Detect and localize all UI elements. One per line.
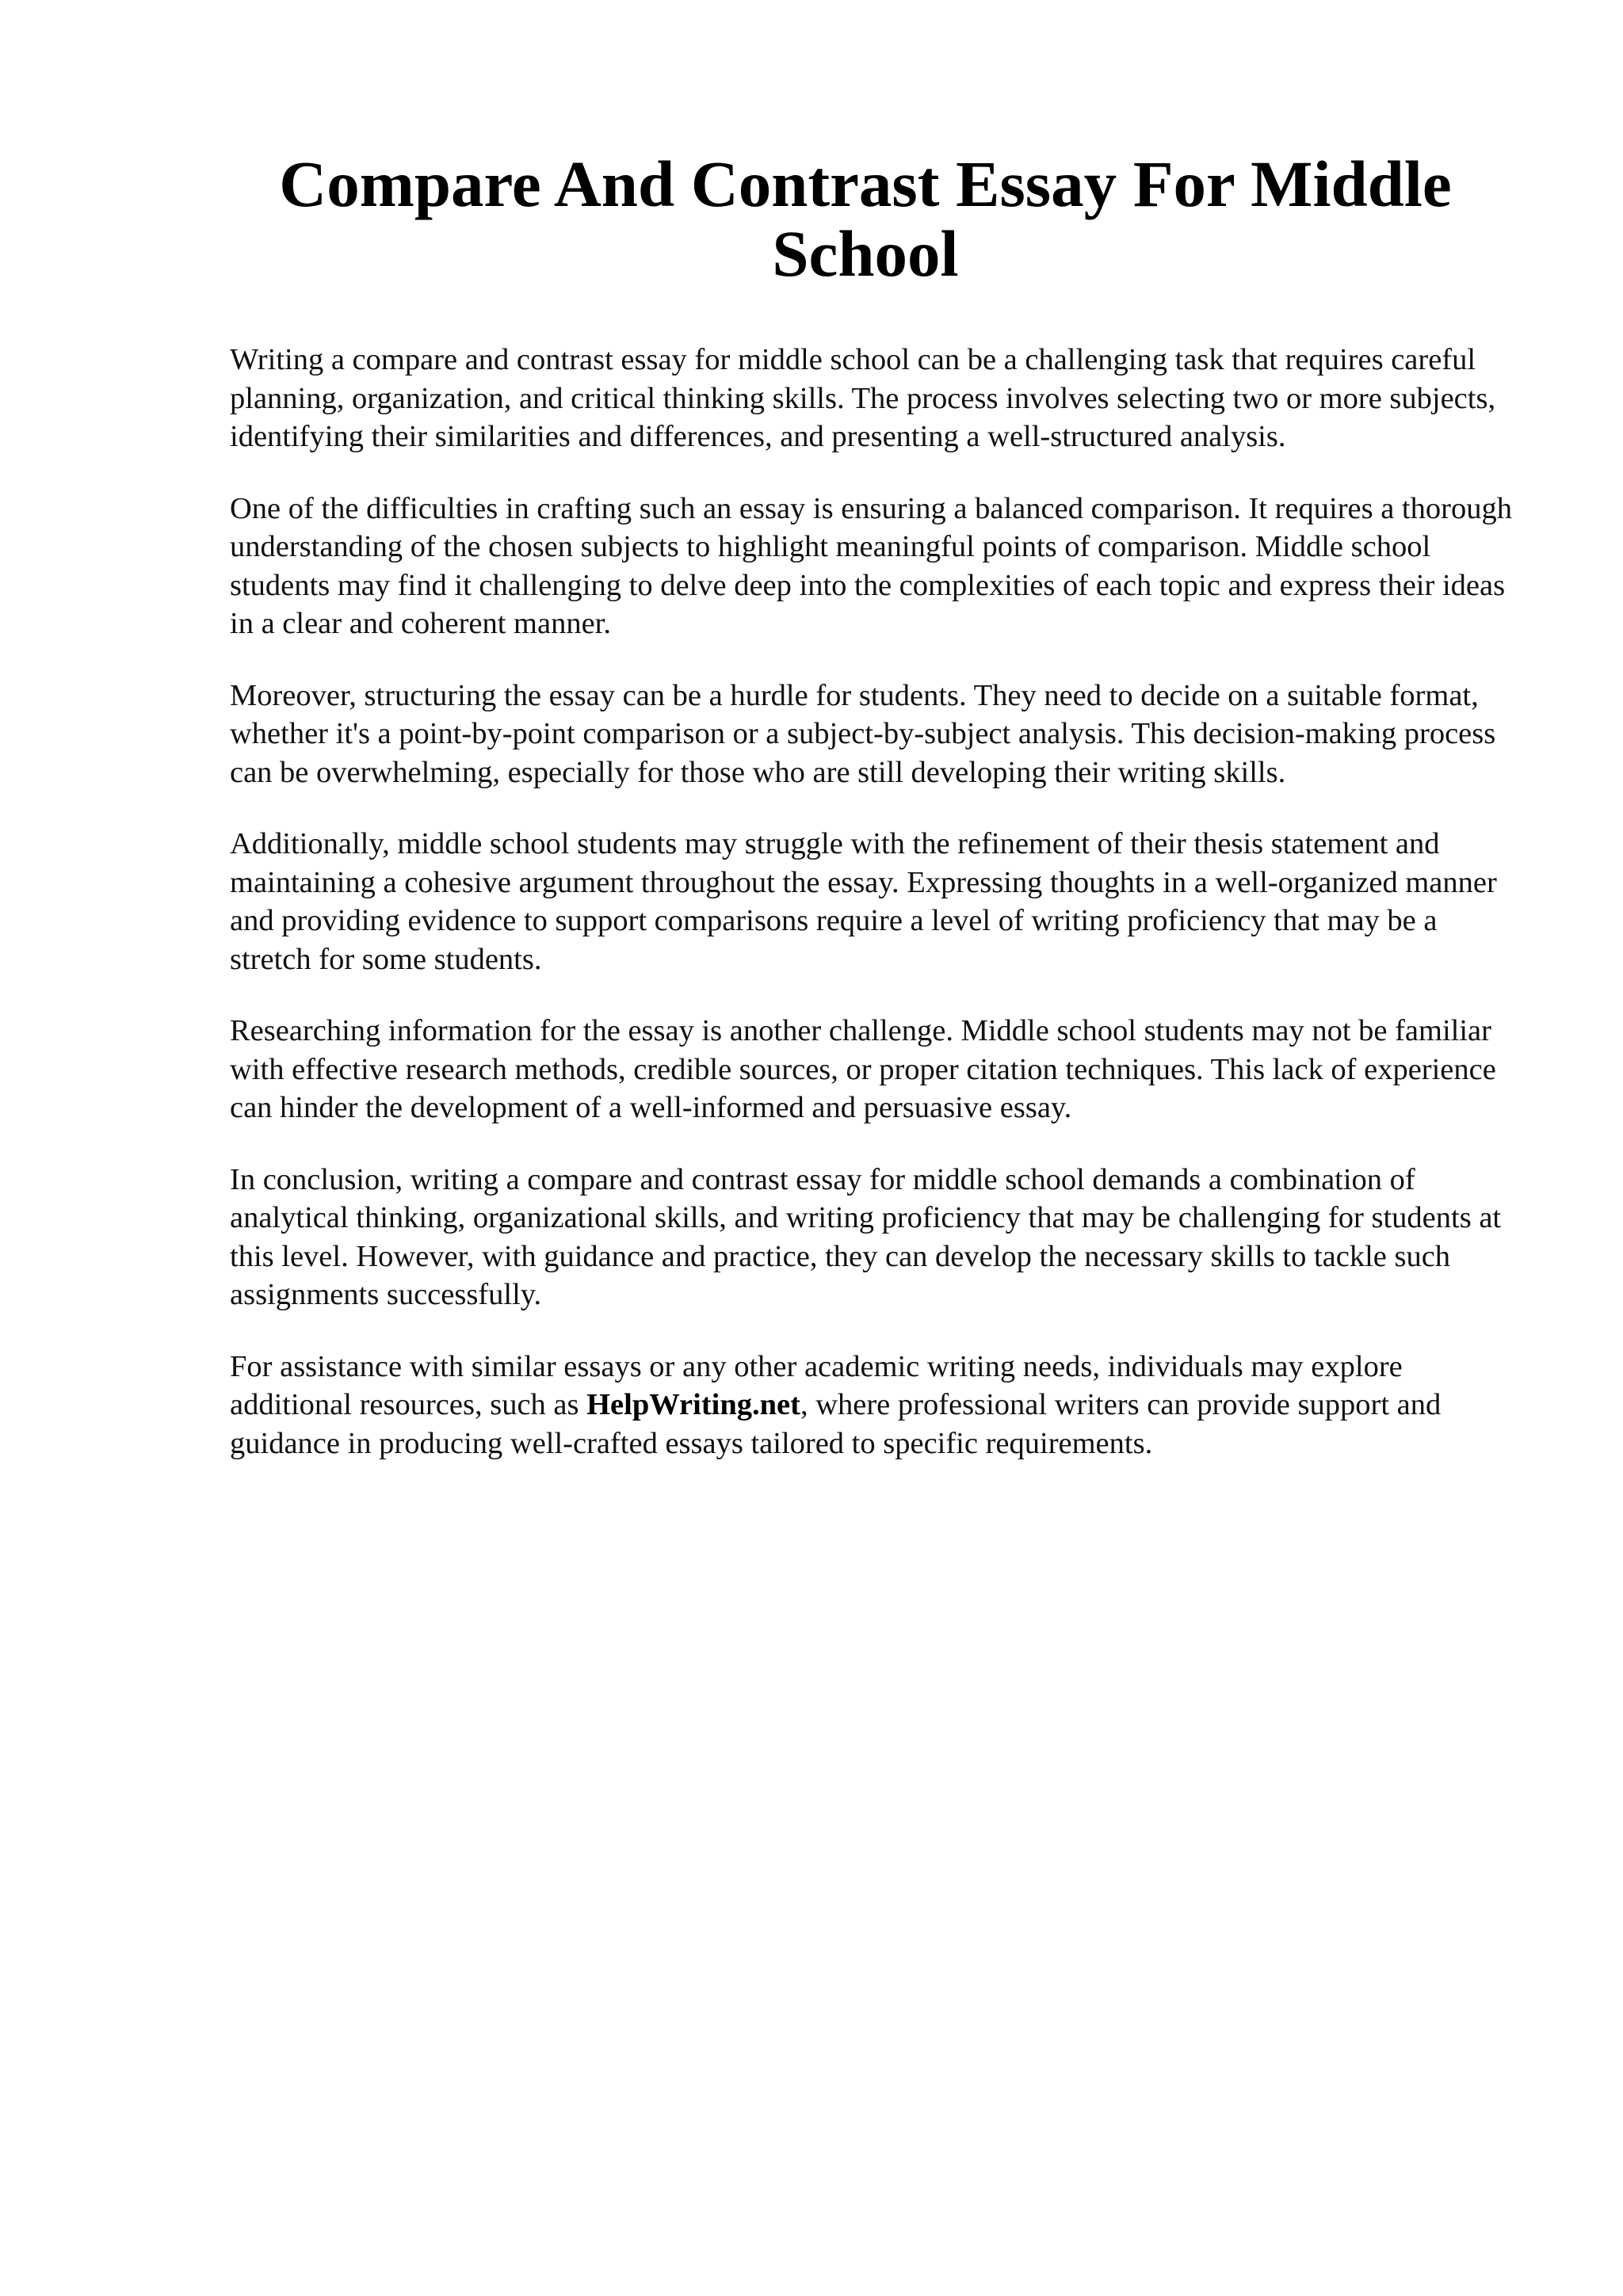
paragraph-thesis: Additionally, middle school students may struggle with the refinement of their thesis statement and maintaining a cohesive argument throughout the essay. Expressing thoughts in a well-organized manner and providing evidence to support comparisons require a level of writing proficiency that may be a stretch for some students. xyxy=(230,827,1497,976)
paragraph-conclusion: In conclusion, writing a compare and contrast essay for middle school demands a combination of analytical thinking, organizational skills, and writing proficiency that may be challenging for students at this level. However, with guidance and practice, they can develop the necessary skills to tackle such assignments successfully. xyxy=(230,1162,1502,1311)
paragraph-research: Researching information for the essay is another challenge. Middle school students may not be familiar with effective research methods, credible sources, or proper citation techniques. This lack of experience can hinder the development of a well-informed and persuasive essay. xyxy=(230,1014,1496,1124)
assistance-text-before: For assistance with similar essays or any other academic writing needs, individuals may explore additional resources, such as xyxy=(230,1349,1403,1421)
paragraph-intro: Writing a compare and contrast essay for middle school can be a challenging task that requires careful planning, organization, and critical thinking skills. The process involves selecting two or more subjects, identifying their similarities and differences, and presenting a well-structured analysis. xyxy=(230,343,1496,453)
paragraph-assistance xyxy=(230,1348,1515,1463)
document-body xyxy=(230,341,1515,1496)
helpwriting-link[interactable]: HelpWriting.net xyxy=(586,1388,800,1421)
paragraph-structuring: Moreover, structuring the essay can be a hurdle for students. They need to decide on a suitable format, whether it's a point-by-point comparison or a subject-by-subject analysis. This decision-making process can be overwhelming, especially for those who are still developing their writing skills. xyxy=(230,678,1496,789)
document-title: Compare And Contrast Essay For Middle School xyxy=(279,147,1452,290)
assistance-text-after: , where professional writers can provide support and guidance in producing well-crafted essays tailored to specific requirements. xyxy=(230,1388,1442,1460)
paragraph-balanced-comparison: One of the difficulties in crafting such an essay is ensuring a balanced comparison. It requires a thorough understanding of the chosen subjects to highlight meaningful points of comparison. Middle school students may find it challenging to delve deep into the complexities of each topic and express their ideas in a clear and coherent manner. xyxy=(230,491,1512,640)
